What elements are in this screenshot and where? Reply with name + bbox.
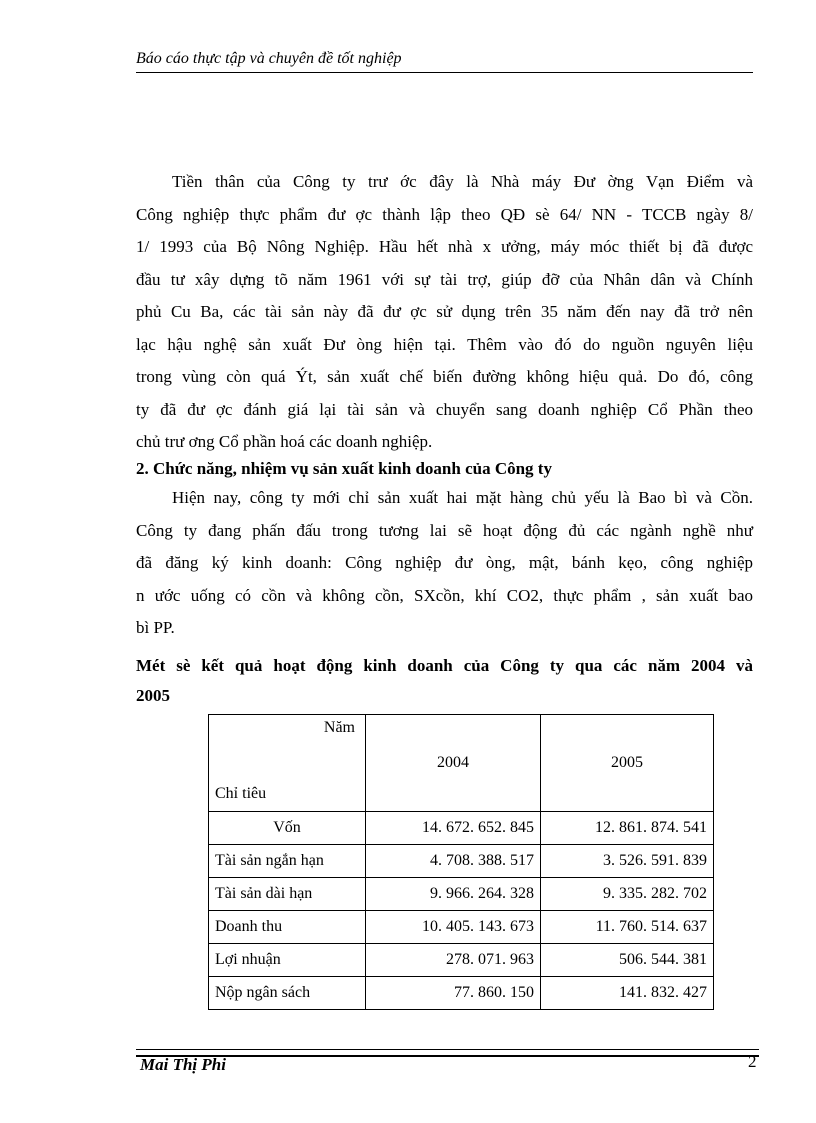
row-label: Doanh thu — [209, 911, 366, 944]
paragraph-line: Công ty đang phấn đấu trong tương lai sẽ hoạt động đủ các ngành nghề như — [136, 520, 753, 540]
table-row — [209, 845, 714, 878]
value-cell: 506. 544. 381 — [541, 944, 714, 977]
footer-divider — [136, 1049, 759, 1057]
value-cell: 3. 526. 591. 839 — [541, 845, 714, 878]
value-cell: 11. 760. 514. 637 — [541, 911, 714, 944]
row-label: Tài sản ngắn hạn — [209, 845, 366, 878]
paragraph-line: lạc hậu nghệ sản xuất Đư òng hiện tại. Thêm vào đó do nguồn nguyên liệu — [136, 334, 753, 354]
corner-year-label: Năm — [323, 719, 355, 736]
corner-indicator-label: Chỉ tiêu — [215, 785, 267, 802]
row-label: Lợi nhuận — [209, 944, 366, 977]
paragraph-line: ty đã đư ợc đánh giá lại tài sản và chuyển sang doanh nghiệp Cổ Phần theo — [136, 399, 753, 419]
year-header: 2004 — [366, 715, 541, 812]
table-header-row — [209, 715, 714, 812]
paragraph-line: Công nghiệp thực phẩm đư ợc thành lập theo QĐ sè 64/ NN - TCCB ngày 8/ — [136, 204, 753, 224]
value-cell: 14. 672. 652. 845 — [366, 812, 541, 845]
paragraph-line: n ước uống có cồn và không cồn, SXcồn, khí CO2, thực phẩm , sản xuất bao — [136, 585, 753, 605]
paragraph-line: 1/ 1993 của Bộ Nông Nghiệp. Hầu hết nhà x ưởng, máy móc thiết bị đã được — [136, 237, 753, 256]
footer-author: Mai Thị Phi — [140, 1055, 226, 1074]
paragraph-line: Hiện nay, công ty mới chỉ sản xuất hai mặt hàng chủ yếu là Bao bì và Cồn. — [172, 488, 753, 507]
value-cell: 12. 861. 874. 541 — [541, 812, 714, 845]
year-header: 2005 — [541, 715, 714, 812]
row-label: Vốn — [209, 812, 366, 845]
table-row — [209, 911, 714, 944]
table-row — [209, 812, 714, 845]
corner-cell — [209, 715, 366, 812]
table-heading-line: 2005 — [136, 686, 170, 705]
value-cell: 4. 708. 388. 517 — [366, 845, 541, 878]
page-number: 2 — [748, 1052, 757, 1071]
paragraph-line: chủ trư ơng Cổ phần hoá các doanh nghiệp. — [136, 432, 433, 451]
table-row — [209, 878, 714, 911]
value-cell: 77. 860. 150 — [366, 977, 541, 1010]
value-cell: 9. 966. 264. 328 — [366, 878, 541, 911]
value-cell: 141. 832. 427 — [541, 977, 714, 1010]
table-heading-line: Mét sè kết quả hoạt động kinh doanh của Công ty qua các năm 2004 và — [136, 656, 753, 675]
paragraph-line: Tiền thân của Công ty trư ớc đây là Nhà máy Đư ờng Vạn Điểm và — [172, 172, 753, 191]
table-row — [209, 977, 714, 1010]
results-table — [208, 714, 714, 1010]
header-title: Báo cáo thực tập và chuyên đề tốt nghiệp — [136, 50, 402, 67]
paragraph-line: phủ Cu Ba, các tài sản này đã đư ợc sử dụng trên 35 năm đến nay đã trở nên — [136, 302, 753, 321]
value-cell: 9. 335. 282. 702 — [541, 878, 714, 911]
row-label: Tài sản dài hạn — [209, 878, 366, 911]
table-row — [209, 944, 714, 977]
paragraph-line: bì PP. — [136, 618, 175, 637]
intro-paragraph — [136, 166, 753, 459]
paragraph-line: đã đăng ký kinh doanh: Công nghiệp đư òng, mật, bánh kẹo, công nghiệp — [136, 553, 753, 572]
paragraph-line: đầu tư xây dựng tõ năm 1961 với sự tài trợ, giúp đỡ của Nhân dân và Chính — [136, 269, 753, 289]
value-cell: 278. 071. 963 — [366, 944, 541, 977]
section-heading: 2. Chức năng, nhiệm vụ sản xuất kinh doanh của Công ty — [136, 459, 552, 478]
paragraph-line: trong vùng còn quá Ýt, sản xuất chế biến đường không hiệu quả. Do đó, công — [136, 367, 753, 386]
functions-paragraph — [136, 482, 753, 645]
row-label: Nộp ngân sách — [209, 977, 366, 1010]
table-heading — [136, 651, 753, 711]
value-cell: 10. 405. 143. 673 — [366, 911, 541, 944]
page-header — [136, 50, 753, 73]
